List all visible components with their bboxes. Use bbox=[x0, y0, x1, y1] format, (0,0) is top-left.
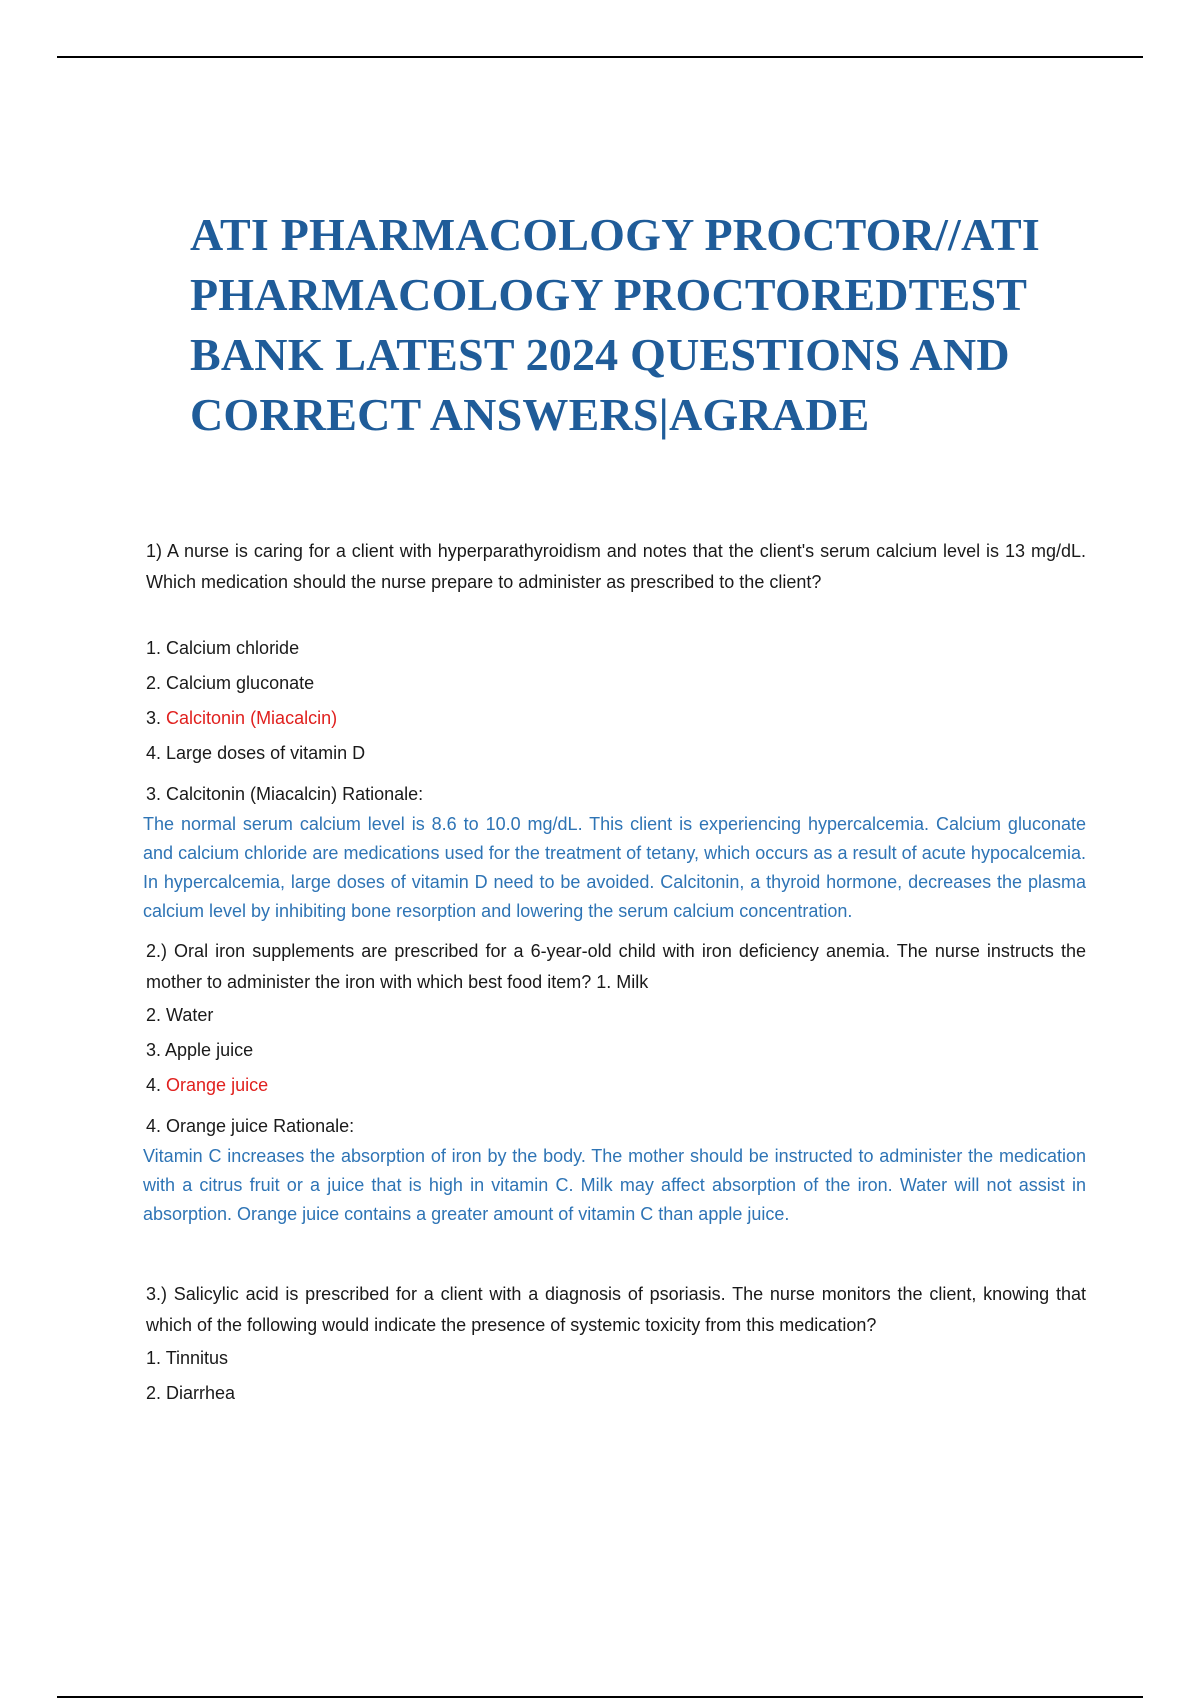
option-number: 1. bbox=[146, 1348, 162, 1368]
answer-option-correct bbox=[146, 701, 1086, 736]
question-list bbox=[143, 536, 1086, 1411]
answer-heading: 3. Calcitonin (Miacalcin) Rationale: bbox=[146, 784, 424, 804]
answer-option bbox=[146, 998, 1086, 1033]
option-number: 4. bbox=[146, 1075, 162, 1095]
option-text: Calcium gluconate bbox=[166, 673, 315, 693]
title-line: BANK LATEST 2024 QUESTIONS AND bbox=[190, 329, 1010, 380]
option-number: 3. bbox=[146, 708, 162, 728]
question-stem: 1) A nurse is caring for a client with hyperparathyroidism and notes that the client's serum calcium level is 13 mg/dL. Which medication should the nurse prepare to administer as prescribed to the client? bbox=[146, 541, 1086, 592]
option-text-correct: Calcitonin (Miacalcin) bbox=[166, 708, 338, 728]
option-text: Water bbox=[166, 1005, 214, 1025]
option-text: Apple juice bbox=[165, 1040, 254, 1060]
option-text: Diarrhea bbox=[166, 1383, 236, 1403]
answer-option bbox=[146, 666, 1086, 701]
answer-option bbox=[146, 1341, 1086, 1376]
question-stem: 3.) Salicylic acid is prescribed for a client with a diagnosis of psoriasis. The nurse monitors the client, knowing that which of the following would indicate the presence of systemic toxicity from this medication? bbox=[146, 1284, 1086, 1335]
rationale-text: Vitamin C increases the absorption of iron by the body. The mother should be instructed to administer the medication with a citrus fruit or a juice that is high in vitamin C. Milk may affect absorption of the iron. Water will not assist in absorption. Orange juice contains a greater amount of vitamin C than apple juice. bbox=[143, 1146, 1086, 1224]
question-3 bbox=[146, 1279, 1086, 1411]
title-line: CORRECT ANSWERS|AGRADE bbox=[190, 389, 870, 440]
option-text: Large doses of vitamin D bbox=[166, 743, 366, 763]
answer-option bbox=[146, 1376, 1086, 1411]
title-line: ATI PHARMACOLOGY PROCTOR//ATI bbox=[190, 209, 1041, 260]
option-number: 4. bbox=[146, 743, 162, 763]
option-text-correct: Orange juice bbox=[166, 1075, 269, 1095]
option-number: 2. bbox=[146, 1005, 162, 1025]
question-stem: 2.) Oral iron supplements are prescribed for a 6-year-old child with iron deficiency anemia. The nurse instructs the mother to administer the iron with which best food item? 1. Milk bbox=[146, 941, 1086, 992]
footer-rule bbox=[57, 1696, 1143, 1698]
answer-option-correct bbox=[146, 1068, 1086, 1103]
question-2 bbox=[143, 936, 1086, 1229]
question-1 bbox=[143, 536, 1086, 926]
option-number: 1. bbox=[146, 638, 162, 658]
document-title bbox=[190, 205, 1120, 445]
option-number: 3. bbox=[146, 1040, 162, 1060]
option-number: 2. bbox=[146, 673, 162, 693]
answer-option bbox=[146, 631, 1086, 666]
title-line: PHARMACOLOGY PROCTOREDTEST bbox=[190, 269, 1028, 320]
answer-heading: 4. Orange juice Rationale: bbox=[146, 1116, 355, 1136]
option-text: Tinnitus bbox=[165, 1348, 229, 1368]
rationale-text: The normal serum calcium level is 8.6 to 10.0 mg/dL. This client is experiencing hypercalcemia. Calcium gluconate and calcium chloride are medications used for the treatment of tetany, which occurs as a result of acute hypocalcemia. In hypercalcemia, large doses of vitamin D need to be avoided. Calcitonin, a thyroid hormone, decreases the plasma calcium level by inhibiting bone resorption and lowering the serum calcium concentration. bbox=[143, 814, 1086, 921]
option-number: 2. bbox=[146, 1383, 162, 1403]
header-rule bbox=[57, 56, 1143, 58]
answer-option bbox=[146, 736, 1086, 771]
option-text: Calcium chloride bbox=[166, 638, 300, 658]
answer-option bbox=[146, 1033, 1086, 1068]
